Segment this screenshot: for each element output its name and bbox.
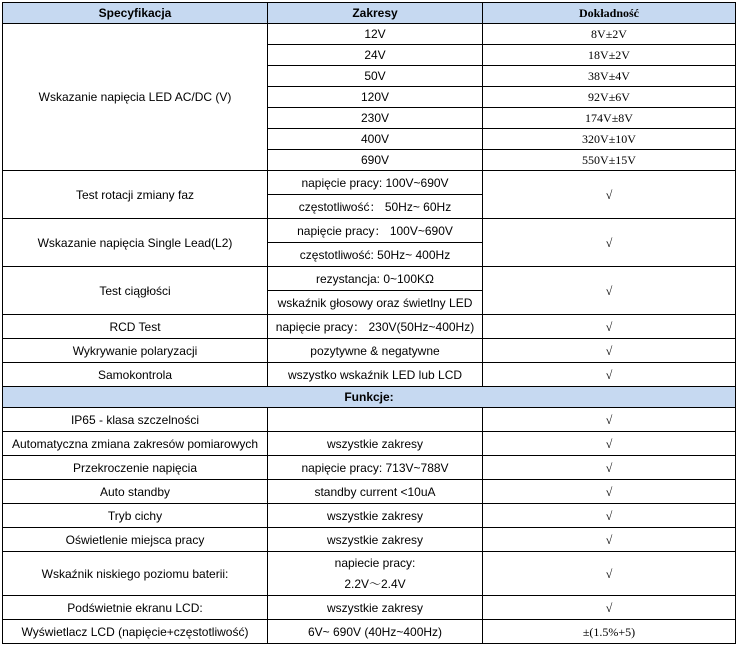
single-lead-row (3, 219, 736, 243)
voltage-range: 400V (268, 129, 483, 150)
check-mark: √ (483, 171, 736, 219)
battery-label: Wskaźnik niskiego poziomu baterii: (3, 552, 268, 596)
voltage-accuracy: 38V±4V (483, 66, 736, 87)
phase-range-frequency: częstotliwość： 50Hz~ 60Hz (268, 195, 483, 219)
voltage-range: 120V (268, 87, 483, 108)
function-label: IP65 - klasa szczelności (3, 408, 268, 432)
battery-range-line2: 2.2V～2.4V (268, 574, 483, 596)
function-row (3, 504, 736, 528)
voltage-range: 12V (268, 24, 483, 45)
check-mark: √ (483, 408, 736, 432)
function-label: Tryb cichy (3, 504, 268, 528)
polarity-range: pozytywne & negatywne (268, 339, 483, 363)
voltage-accuracy: 18V±2V (483, 45, 736, 66)
function-range: wszystkie zakresy (268, 432, 483, 456)
single-lead-range-frequency: częstotliwość: 50Hz~ 400Hz (268, 243, 483, 267)
battery-row (3, 552, 736, 574)
check-mark: √ (483, 363, 736, 387)
lcd-row (3, 620, 736, 644)
voltage-range: 24V (268, 45, 483, 66)
voltage-accuracy: 320V±10V (483, 129, 736, 150)
lcd-range: 6V~ 690V (40Hz~400Hz) (268, 620, 483, 644)
function-label: Oświetlenie miejsca pracy (3, 528, 268, 552)
check-mark: √ (483, 504, 736, 528)
selftest-label: Samokontrola (3, 363, 268, 387)
voltage-accuracy: 550V±15V (483, 150, 736, 171)
voltage-accuracy: 92V±6V (483, 87, 736, 108)
function-range: napięcie pracy: 713V~788V (268, 456, 483, 480)
selftest-range: wszystko wskaźnik LED lub LCD (268, 363, 483, 387)
voltage-range: 230V (268, 108, 483, 129)
check-mark: √ (483, 315, 736, 339)
phase-label: Test rotacji zmiany faz (3, 171, 268, 219)
single-lead-label: Wskazanie napięcia Single Lead(L2) (3, 219, 268, 267)
backlight-range: wszystkie zakresy (268, 596, 483, 620)
continuity-row (3, 267, 736, 291)
header-row (3, 3, 736, 24)
header-range: Zakresy (268, 3, 483, 24)
rcd-range: napięcie pracy： 230V(50Hz~400Hz) (268, 315, 483, 339)
header-accuracy: Dokładność (483, 3, 736, 24)
continuity-range-indicator: wskaźnik głosowy oraz świetlny LED (268, 291, 483, 315)
function-range: standby current <10uA (268, 480, 483, 504)
functions-section-title: Funkcje: (3, 387, 736, 408)
function-label: Automatyczna zmiana zakresów pomiarowych (3, 432, 268, 456)
function-range (268, 408, 483, 432)
check-mark: √ (483, 596, 736, 620)
function-row (3, 480, 736, 504)
polarity-row (3, 339, 736, 363)
check-mark: √ (483, 480, 736, 504)
voltage-accuracy: 8V±2V (483, 24, 736, 45)
check-mark: √ (483, 456, 736, 480)
function-row (3, 456, 736, 480)
check-mark: √ (483, 339, 736, 363)
rcd-row (3, 315, 736, 339)
check-mark: √ (483, 552, 736, 596)
check-mark: √ (483, 432, 736, 456)
phase-row (3, 171, 736, 195)
voltage-range: 50V (268, 66, 483, 87)
backlight-label: Podświetnie ekranu LCD: (3, 596, 268, 620)
polarity-label: Wykrywanie polaryzacji (3, 339, 268, 363)
check-mark: √ (483, 267, 736, 315)
spec-table (2, 2, 736, 644)
lcd-accuracy: ±(1.5%+5) (483, 620, 736, 644)
functions-section-row (3, 387, 736, 408)
function-range: wszystkie zakresy (268, 528, 483, 552)
function-label: Przekroczenie napięcia (3, 456, 268, 480)
function-range: wszystkie zakresy (268, 504, 483, 528)
voltage-row (3, 24, 736, 45)
battery-range-line1: napiecie pracy: (268, 552, 483, 574)
selftest-row (3, 363, 736, 387)
function-label: Auto standby (3, 480, 268, 504)
phase-range-voltage: napięcie pracy: 100V~690V (268, 171, 483, 195)
lcd-label: Wyświetlacz LCD (napięcie+częstotliwość) (3, 620, 268, 644)
check-mark: √ (483, 528, 736, 552)
function-row (3, 408, 736, 432)
continuity-label: Test ciągłości (3, 267, 268, 315)
function-row (3, 528, 736, 552)
check-mark: √ (483, 219, 736, 267)
voltage-range: 690V (268, 150, 483, 171)
header-spec: Specyfikacja (3, 3, 268, 24)
voltage-accuracy: 174V±8V (483, 108, 736, 129)
voltage-label: Wskazanie napięcia LED AC/DC (V) (3, 24, 268, 171)
backlight-row (3, 596, 736, 620)
function-row (3, 432, 736, 456)
continuity-range-resistance: rezystancja: 0~100KΩ (268, 267, 483, 291)
single-lead-range-voltage: napięcie pracy： 100V~690V (268, 219, 483, 243)
rcd-label: RCD Test (3, 315, 268, 339)
